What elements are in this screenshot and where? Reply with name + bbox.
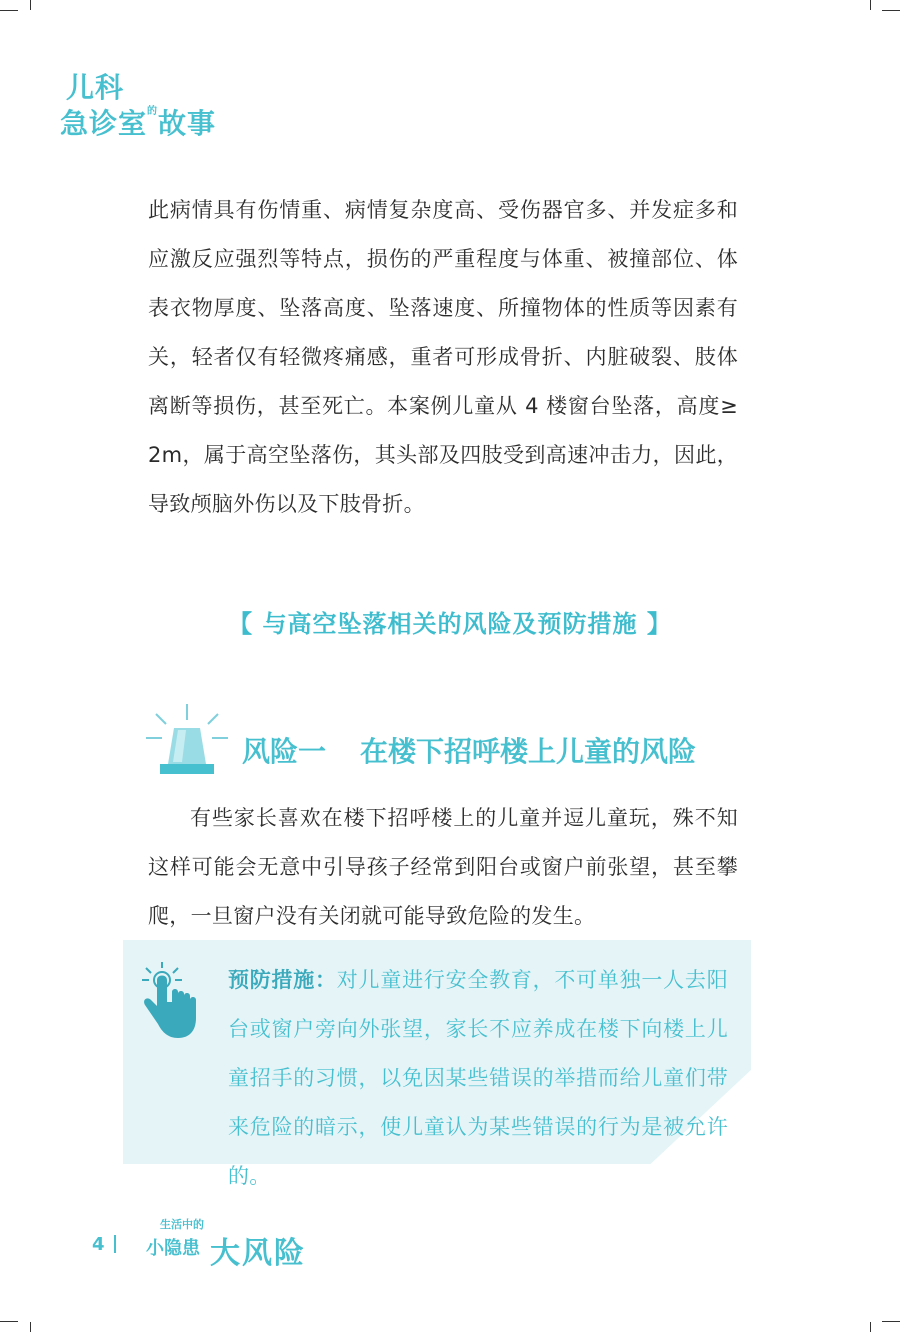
book-title-line2a: 急诊室 bbox=[60, 107, 148, 140]
crop-mark-top-left-v bbox=[30, 0, 31, 10]
risk-title bbox=[242, 730, 696, 770]
crop-mark-bottom-right-v bbox=[870, 1322, 871, 1332]
risk-paragraph: 有些家长喜欢在楼下招呼楼上的儿童并逗儿童玩，殊不知这样可能会无意中引导孩子经常到阳台或窗户前张望，甚至攀爬，一旦窗户没有关闭就可能导致危险的发生。 bbox=[148, 806, 738, 928]
prevention-label: 预防措施： bbox=[228, 968, 337, 992]
crop-mark-bottom-left-h bbox=[0, 1321, 18, 1322]
risk-number-label: 风险一 bbox=[242, 735, 327, 768]
prevention-text bbox=[228, 956, 728, 1201]
prevention-body: 对儿童进行安全教育，不可单独一人去阳台或窗户旁向外张望，家长不应养成在楼下向楼上儿童招手的习惯，以免因某些错误的举措而给儿童们带来危险的暗示，使儿童认为某些错误的行为是被允许的。 bbox=[228, 968, 728, 1188]
footer-divider bbox=[114, 1235, 116, 1253]
crop-mark-bottom-left-v bbox=[30, 1322, 31, 1332]
risk-title-text: 在楼下招呼楼上儿童的风险 bbox=[360, 735, 697, 768]
book-title-line1: 儿科 bbox=[66, 71, 125, 104]
book-title-line2b: 故事 bbox=[158, 107, 217, 140]
series-title-small-top: 生活中的 bbox=[160, 1218, 204, 1231]
series-title-small: 小隐患 bbox=[146, 1238, 200, 1259]
warning-light-icon bbox=[142, 702, 232, 782]
tap-hand-icon bbox=[138, 962, 200, 1048]
book-title-line2 bbox=[60, 102, 216, 142]
crop-mark-top-right-h bbox=[882, 10, 900, 11]
crop-mark-bottom-right-h bbox=[882, 1321, 900, 1322]
book-title-logo bbox=[60, 66, 220, 146]
book-title-small: 的 bbox=[147, 106, 159, 117]
crop-mark-top-left-h bbox=[0, 10, 18, 11]
page-number: 4 bbox=[92, 1234, 105, 1255]
series-title-big: 大风险 bbox=[210, 1236, 306, 1271]
crop-mark-top-right-v bbox=[870, 0, 871, 10]
body-paragraph: 此病情具有伤情重、病情复杂度高、受伤器官多、并发症多和应激反应强烈等特点，损伤的严重程度与体重、被撞部位、体表衣物厚度、坠落高度、坠落速度、所撞物体的性质等因素有关，轻者仅有轻微疼痛感，重者可形成骨折、内脏破裂、肢体离断等损伤，甚至死亡。本案例儿童从 4 楼窗台坠落，高度≥ 2m，属于高空坠落伤，其头部及四肢受到高速冲击力，因此，导致颅脑外伤以及下肢骨折。 bbox=[148, 198, 738, 516]
section-heading: 【 与高空坠落相关的风险及预防措施 】 bbox=[228, 610, 672, 638]
